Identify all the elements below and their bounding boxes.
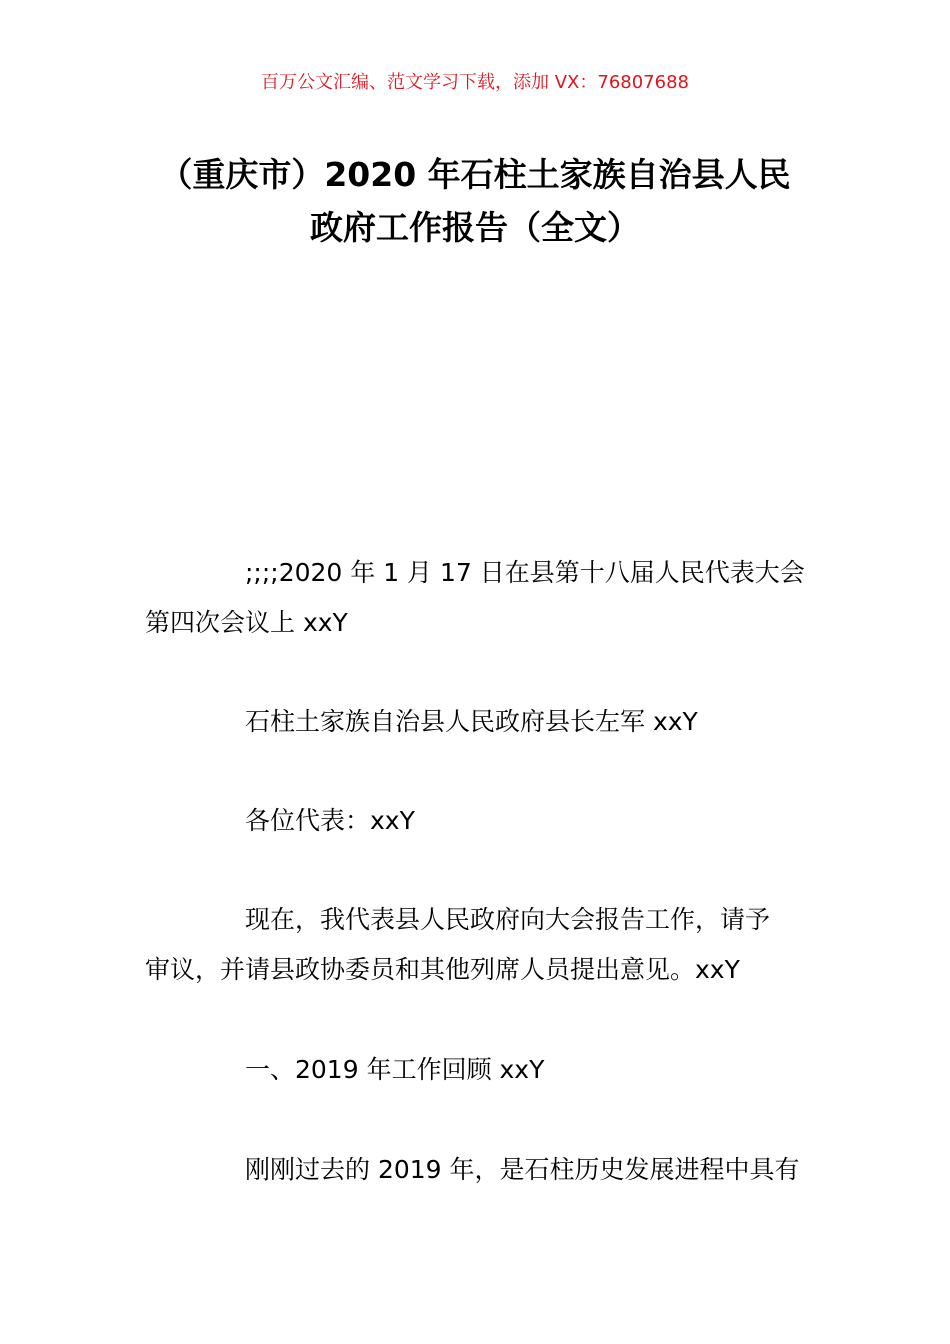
title-line-1: （重庆市）2020 年石柱土家族自治县人民 — [159, 155, 791, 194]
header-note: 百万公文汇编、范文学习下载，添加 VX：76807688 — [261, 72, 689, 93]
paragraph-speaker — [145, 697, 810, 747]
paragraph-meeting-info — [145, 548, 810, 648]
document-title — [140, 148, 810, 254]
title-line-2: 政府工作报告（全文） — [310, 208, 640, 247]
paragraph-intro — [145, 895, 810, 995]
paragraph-line: 刚刚过去的 2019 年，是石柱历史发展进程中具有 — [245, 1155, 800, 1184]
section-heading-review — [145, 1045, 810, 1095]
paragraph-line: ;;;;2020 年 1 月 17 日在县第十八届人民代表大会 — [245, 558, 805, 587]
paragraph-review-start — [145, 1145, 810, 1195]
paragraph-line: 审议，并请县政协委员和其他列席人员提出意见。xxY — [145, 955, 740, 984]
paragraph-line: 各位代表：xxY — [245, 806, 415, 835]
paragraph-line: 现在，我代表县人民政府向大会报告工作，请予 — [245, 905, 771, 934]
paragraph-line: 一、2019 年工作回顾 xxY — [245, 1055, 545, 1084]
paragraph-salutation — [145, 796, 810, 846]
paragraph-line: 第四次会议上 xxY — [145, 608, 348, 637]
paragraph-line: 石柱土家族自治县人民政府县长左军 xxY — [245, 707, 698, 736]
